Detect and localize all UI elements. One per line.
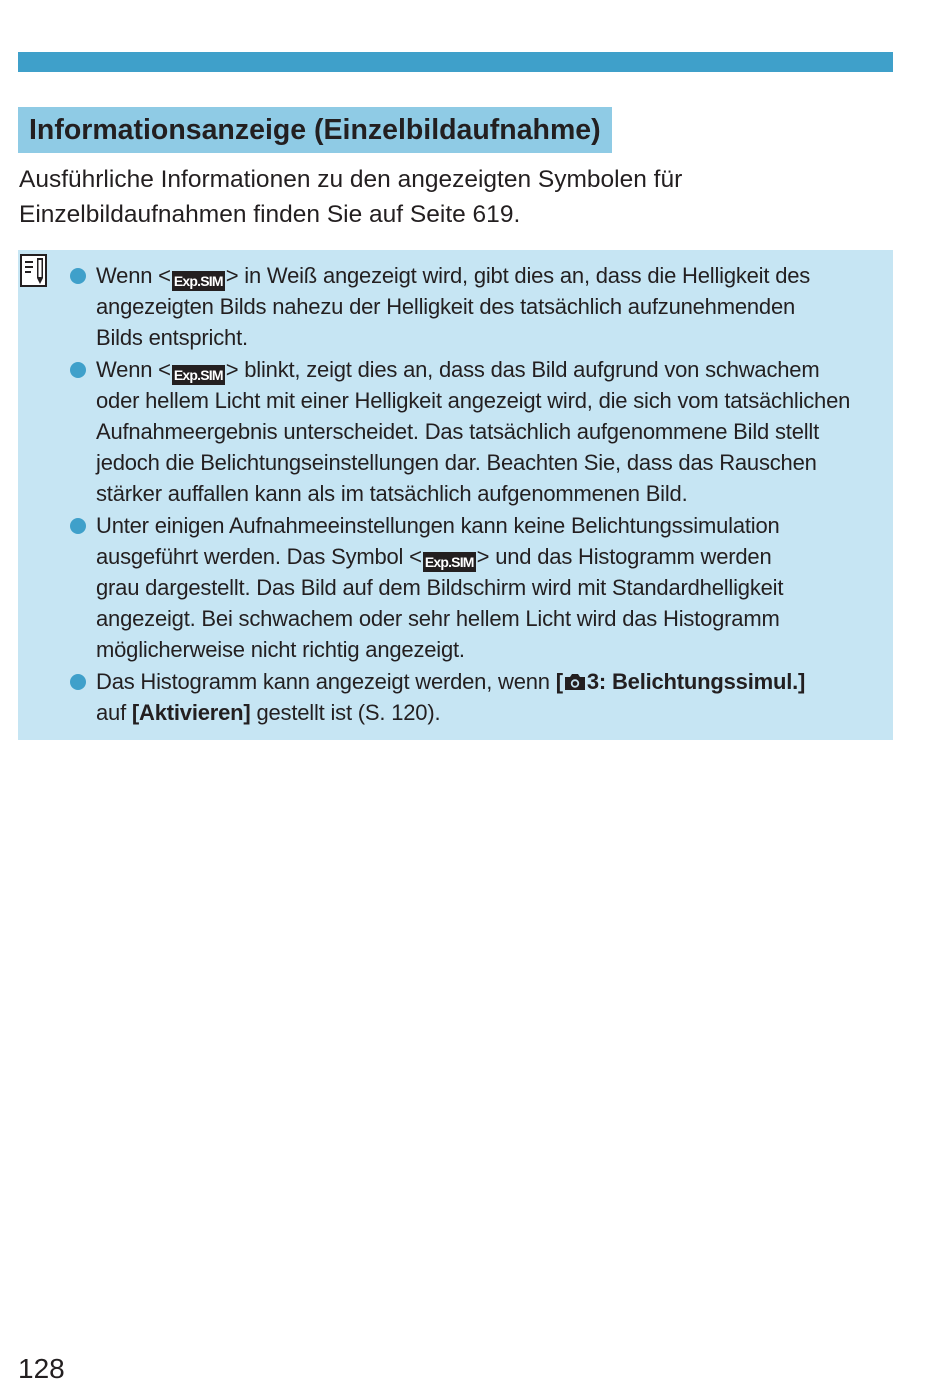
exp-sim-icon: Exp.SIM (173, 273, 223, 289)
intro-paragraph (19, 163, 899, 232)
bullet-icon (70, 518, 86, 534)
exp-sim-icon: Exp.SIM (173, 366, 223, 383)
page-number: 128 (18, 1353, 65, 1384)
bullet-icon (70, 674, 86, 690)
menu-bracket: [ (555, 668, 563, 694)
note-box (18, 250, 893, 740)
menu-setting-name: 3: Belichtungssimul.] (586, 668, 806, 694)
intro-line-1: Ausführliche Informationen zu den angezeigten Symbolen für (19, 166, 683, 193)
note-list (96, 260, 888, 728)
note-item-2: Wenn < Exp.SIM > blinkt, zeigt dies an, dass das Bild aufgrund von schwachem oder hellem Licht mit einer Helligkeit angezeigt wird, die sich vom tatsächlichen Aufnahmeergebnis unterscheidet. Das tatsächlich aufgenommene Bild stellt jedoch die Belichtungseinstellungen dar. Beachten Sie, dass das Rauschen stärker auffallen kann als im tatsächlich aufgenommenen Bild. (96, 354, 888, 510)
top-accent-bar (18, 52, 893, 72)
section-heading: Informationsanzeige (Einzelbildaufnahme) (18, 107, 612, 153)
menu-option: [Aktivieren] (131, 699, 251, 725)
intro-line-2: Einzelbildaufnahmen finden Sie auf Seite 619. (19, 200, 521, 228)
camera-icon (563, 673, 587, 691)
note-item-1: Wenn < Exp.SIM > in Weiß angezeigt wird, gibt dies an, dass die Helligkeit des angezeigten Bilds nahezu der Helligkeit des tatsächlich aufzunehmenden Bilds entspricht. (96, 260, 888, 354)
note-item-4: Das Histogramm kann angezeigt werden, wenn [ 3: Belichtungssimul.] auf [Aktivieren] gestellt ist (S. 120). (96, 666, 888, 728)
bullet-icon (70, 268, 86, 284)
bullet-icon (70, 362, 86, 378)
note-item-3: Unter einigen Aufnahmeeinstellungen kann keine Belichtungssimulation ausgeführt werden. Das Symbol < Exp.SIM > und das Histogramm werden grau dargestellt. Das Bild auf dem Bildschirm wird mit Standardhelligkeit angezeigt. Bei schwachem oder sehr hellem Licht wird das Histogramm möglicherweise nicht richtig angezeigt. (96, 510, 888, 666)
note-pencil-icon (20, 254, 48, 288)
exp-sim-icon: Exp.SIM (424, 553, 474, 570)
